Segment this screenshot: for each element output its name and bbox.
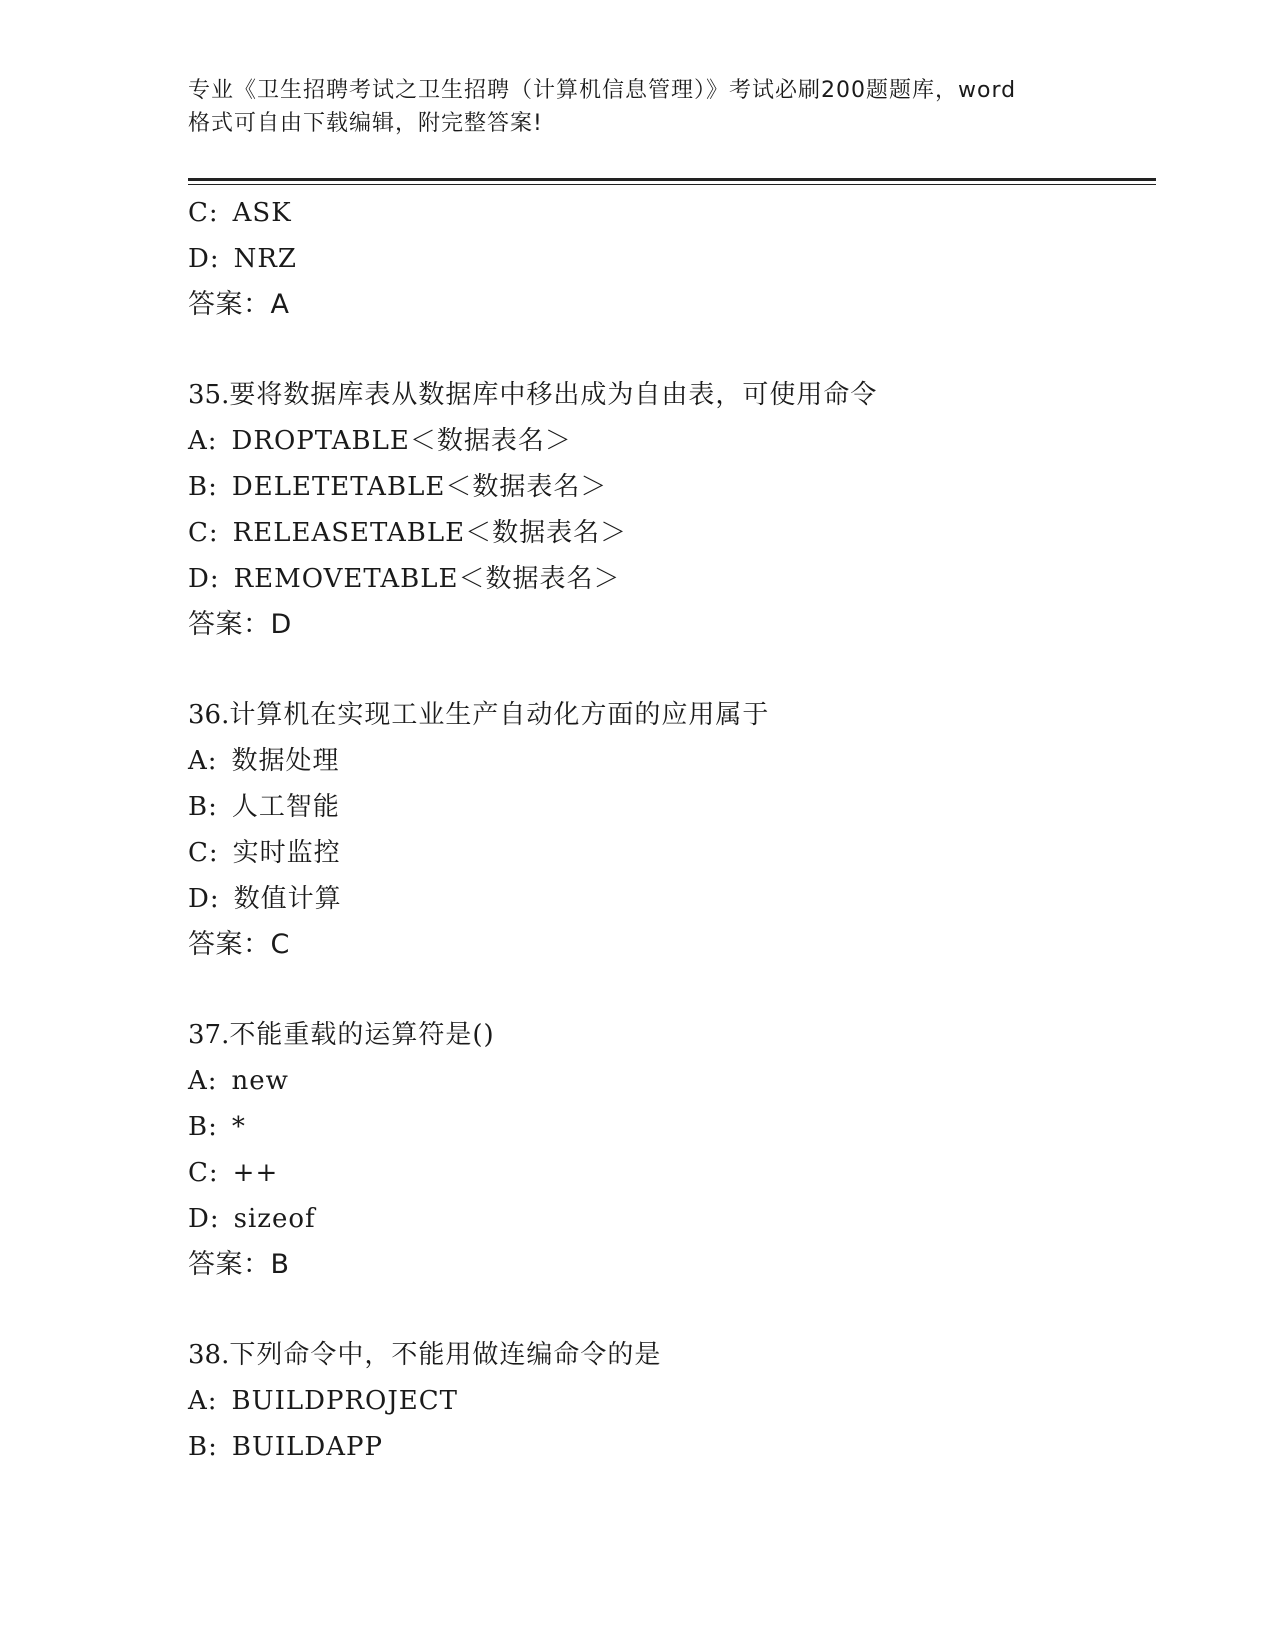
option-text: sizeof [233, 1204, 316, 1234]
option-text: REMOVETABLE＜数据表名＞ [233, 564, 621, 594]
option-b [188, 1104, 1156, 1150]
header-divider-thick [188, 178, 1156, 181]
header-title-line-1: 专业《卫生招聘考试之卫生招聘（计算机信息管理）》考试必刷200题题库，word [188, 78, 1017, 103]
option-text: DROPTABLE＜数据表名＞ [231, 426, 572, 456]
option-d [188, 236, 1156, 282]
option-c [188, 190, 1156, 236]
option-label: A: [188, 1066, 218, 1096]
option-label: C: [188, 518, 219, 548]
option-label: D: [188, 884, 220, 914]
option-text: * [231, 1112, 246, 1142]
option-a [188, 738, 1156, 784]
option-text: RELEASETABLE＜数据表名＞ [232, 518, 628, 548]
option-label: D: [188, 1204, 220, 1234]
option-c [188, 830, 1156, 876]
answer-line: 答案：C [188, 929, 290, 960]
option-d [188, 556, 1156, 602]
spacer [188, 1288, 1156, 1332]
spacer [188, 328, 1156, 372]
question-stem [188, 372, 1156, 418]
answer-line: 答案：A [188, 289, 290, 320]
question-block-38 [188, 1332, 1156, 1470]
header-title-line-2: 格式可自由下载编辑，附完整答案! [188, 111, 543, 136]
option-text: BUILDAPP [231, 1432, 384, 1462]
option-label: B: [188, 472, 218, 502]
option-label: C: [188, 198, 219, 228]
question-number: 35. [188, 380, 230, 410]
option-text: BUILDPROJECT [231, 1386, 458, 1416]
option-label: D: [188, 244, 220, 274]
question-text: 不能重载的运算符是() [229, 1020, 495, 1050]
option-text: 实时监控 [232, 838, 341, 868]
question-block-35 [188, 372, 1156, 648]
option-text: ASK [232, 198, 292, 228]
option-label: B: [188, 1112, 218, 1142]
option-d [188, 1196, 1156, 1242]
question-block-37 [188, 1012, 1156, 1288]
option-label: D: [188, 564, 220, 594]
option-b [188, 784, 1156, 830]
question-number: 36. [188, 700, 230, 730]
option-label: A: [188, 1386, 218, 1416]
option-c [188, 1150, 1156, 1196]
question-text: 计算机在实现工业生产自动化方面的应用属于 [229, 700, 770, 730]
option-a [188, 418, 1156, 464]
option-text: 数值计算 [233, 884, 342, 914]
option-label: A: [188, 746, 218, 776]
option-b [188, 464, 1156, 510]
question-block-36 [188, 692, 1156, 968]
option-c [188, 510, 1156, 556]
spacer [188, 968, 1156, 1012]
option-label: B: [188, 792, 218, 822]
question-number: 38. [188, 1340, 230, 1370]
question-block-partial [188, 190, 1156, 328]
option-b [188, 1424, 1156, 1470]
option-text: 人工智能 [231, 792, 340, 822]
document-header [188, 74, 1088, 140]
answer-line: 答案：B [188, 1249, 290, 1280]
option-a [188, 1058, 1156, 1104]
option-text: NRZ [233, 244, 298, 274]
option-label: C: [188, 1158, 219, 1188]
header-divider-thin [188, 184, 1156, 185]
question-text: 下列命令中，不能用做连编命令的是 [229, 1340, 662, 1370]
option-text: DELETETABLE＜数据表名＞ [231, 472, 608, 502]
question-stem [188, 1012, 1156, 1058]
question-stem [188, 692, 1156, 738]
question-list [188, 190, 1156, 1470]
option-label: A: [188, 426, 218, 456]
question-text: 要将数据库表从数据库中移出成为自由表，可使用命令 [229, 380, 878, 410]
option-text: 数据处理 [231, 746, 340, 776]
option-label: C: [188, 838, 219, 868]
option-text: new [231, 1066, 289, 1096]
question-number: 37. [188, 1020, 230, 1050]
spacer [188, 648, 1156, 692]
answer-line: 答案：D [188, 609, 292, 640]
question-stem [188, 1332, 1156, 1378]
option-text: ++ [232, 1158, 279, 1188]
option-d [188, 876, 1156, 922]
option-label: B: [188, 1432, 218, 1462]
option-a [188, 1378, 1156, 1424]
